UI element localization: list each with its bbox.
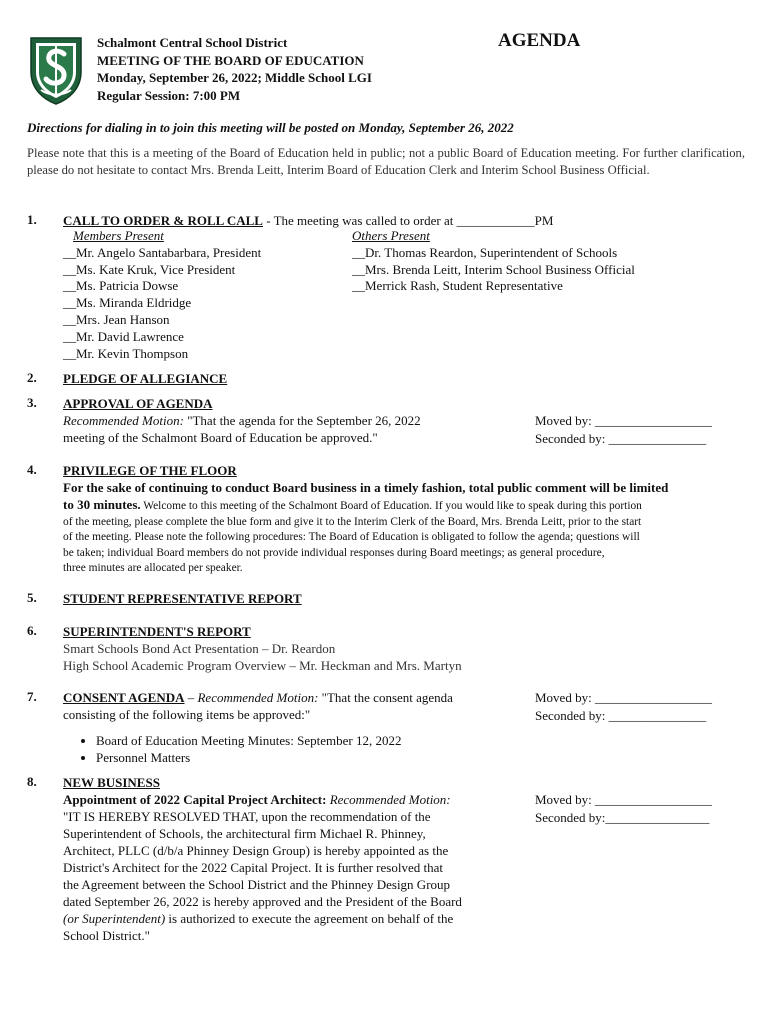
member-row: __Mrs. Jean Hanson	[63, 311, 170, 327]
others-present-list	[352, 228, 635, 295]
item-3-motion-text: "That the agenda for the September 26, 2022	[183, 413, 421, 428]
other-row: __Mrs. Brenda Leitt, Interim School Business Official	[352, 261, 635, 277]
item-8-title: NEW BUSINESS	[63, 775, 160, 790]
item-4-time-limit-notice: For the sake of continuing to conduct Board business in a timely fashion, total public comment will be limited	[63, 480, 669, 495]
item-7-motion-label: Recommended Motion:	[197, 690, 319, 705]
item-4-procedure-text: be taken; individual Board members do not provide individual responses during Board meetings; as general procedure,	[63, 546, 605, 559]
member-row: __Mr. David Lawrence	[63, 328, 184, 344]
member-row: __Mr. Kevin Thompson	[63, 345, 189, 361]
member-row: __Ms. Miranda Eldridge	[63, 295, 192, 311]
item-6-title: SUPERINTENDENT'S REPORT	[63, 624, 251, 639]
item-8-superintendent-note: (or Superintendent)	[63, 911, 166, 926]
dial-in-directions: Directions for dialing in to join this meeting will be posted on Monday, September 26, 2022	[27, 120, 514, 135]
other-row: __Merrick Rash, Student Representative	[352, 278, 563, 294]
item-4-title: PRIVILEGE OF THE FLOOR	[63, 463, 237, 478]
item-8-resolution-line: dated September 26, 2022 is hereby approved and the President of the Board	[63, 894, 462, 909]
session-time: Regular Session: 7:00 PM	[97, 87, 241, 103]
member-row: __Ms. Kate Kruk, Vice President	[63, 261, 236, 277]
item-1-number: 1.	[27, 212, 37, 227]
district-name: Schalmont Central School District	[97, 35, 288, 50]
others-present-heading: Others Present	[352, 228, 430, 243]
district-crest-logo	[27, 32, 85, 106]
item-8-resolution-line: District's Architect for the 2022 Capital Project. It is further resolved that	[63, 860, 443, 875]
item-4-welcome-text: Welcome to this meeting of the Schalmont Board of Education. If you would like to speak during this portion	[140, 500, 642, 512]
item-8-resolution-line: Superintendent of Schools, the architectural firm Michael R. Phinney,	[63, 826, 426, 841]
moved-by-field: Moved by: __________________	[535, 690, 712, 705]
item-4-procedure-text: of the meeting. Please note the following procedures: The Board of Education is obligated to follow the agenda; questions will	[63, 531, 640, 543]
item-3-number: 3.	[27, 395, 37, 410]
item-1-title: CALL TO ORDER & ROLL CALL	[63, 213, 263, 228]
item-8-number: 8.	[27, 774, 37, 789]
meeting-title: MEETING OF THE BOARD OF EDUCATION	[97, 52, 364, 68]
item-3-motion-label: Recommended Motion:	[63, 413, 184, 428]
moved-by-field: Moved by: __________________	[535, 413, 712, 428]
meeting-date-location: Monday, September 26, 2022; Middle School LGI	[97, 70, 372, 85]
list-item: • Personnel Matters	[96, 749, 401, 766]
item-8-subtitle: Appointment of 2022 Capital Project Architect:	[63, 792, 327, 807]
public-meeting-note: Please note that this is a meeting of the Board of Education held in public; not a public Board of Education meeting. For further clarification, please do not hesitate to contact Mrs. Brenda Leitt, Interim Board of Education Clerk and Interim School Business Official.	[27, 146, 745, 177]
item-5-number: 5.	[27, 590, 37, 605]
members-present-heading: Members Present	[73, 228, 164, 243]
item-8-resolution-line: the Agreement between the School District and the Phinney Design Group	[63, 877, 451, 892]
item-4-procedure-text: of the meeting, please complete the blue form and give it to the Interim Clerk of the Board, Mrs. Brenda Leitt, prior to the start	[63, 515, 642, 528]
item-8-resolution-line: is authorized to execute the agreement on behalf of the	[165, 911, 454, 926]
item-7-motion-text-cont: consisting of the following items be approved:"	[63, 707, 311, 722]
item-4-body	[63, 462, 753, 577]
item-7-body	[63, 689, 453, 723]
item-3-vote-block	[535, 412, 712, 447]
header-block	[97, 34, 372, 104]
item-8-motion-label: Recommended Motion:	[326, 792, 451, 807]
item-8-body	[63, 774, 462, 944]
item-7-vote-block	[535, 689, 712, 724]
seconded-by-field: Seconded by:________________	[535, 809, 710, 825]
item-8-vote-block	[535, 791, 712, 826]
item-3-title: APPROVAL OF AGENDA	[63, 396, 213, 411]
item-7-dash: –	[184, 690, 198, 705]
item-1-heading	[63, 212, 553, 229]
item-7-consent-list	[63, 732, 401, 766]
item-4-procedure-text: three minutes are allocated per speaker.	[63, 562, 243, 574]
seconded-by-field: Seconded by: _______________	[535, 707, 707, 723]
item-6-line: High School Academic Program Overview – Mr. Heckman and Mrs. Martyn	[63, 658, 462, 673]
member-row: __Ms. Patricia Dowse	[63, 278, 179, 294]
item-7-motion-text: "That the consent agenda	[318, 690, 453, 705]
item-6-line: Smart Schools Bond Act Presentation – Dr. Reardon	[63, 641, 336, 656]
item-6-number: 6.	[27, 623, 37, 638]
item-8-resolution-line: "IT IS HEREBY RESOLVED THAT, upon the recommendation of the	[63, 809, 431, 824]
list-item: • Board of Education Meeting Minutes: September 12, 2022	[96, 732, 401, 749]
item-4-time-limit: to 30 minutes.	[63, 497, 141, 512]
item-2-number: 2.	[27, 370, 37, 385]
item-7-title: CONSENT AGENDA	[63, 690, 185, 705]
item-4-number: 4.	[27, 462, 37, 477]
item-3-motion-text-cont: meeting of the Schalmont Board of Education be approved."	[63, 430, 378, 445]
agenda-title: AGENDA	[498, 30, 581, 51]
other-row: __Dr. Thomas Reardon, Superintendent of Schools	[352, 244, 618, 260]
item-8-resolution-line: Architect, PLLC (d/b/a Phinney Design Group) is hereby appointed as the	[63, 843, 449, 858]
item-1-call-to-order-text: - The meeting was called to order at ____________PM	[262, 213, 554, 228]
item-8-resolution-line: School District."	[63, 928, 150, 943]
item-3-body	[63, 395, 421, 446]
moved-by-field: Moved by: __________________	[535, 792, 712, 807]
item-7-number: 7.	[27, 689, 37, 704]
item-5-title: STUDENT REPRESENTATIVE REPORT	[63, 591, 302, 606]
members-present-list	[63, 228, 261, 362]
item-6-body	[63, 623, 462, 674]
seconded-by-field: Seconded by: _______________	[535, 430, 707, 446]
member-row: __Mr. Angelo Santabarbara, President	[63, 244, 262, 260]
item-2-title: PLEDGE OF ALLEGIANCE	[63, 371, 228, 386]
